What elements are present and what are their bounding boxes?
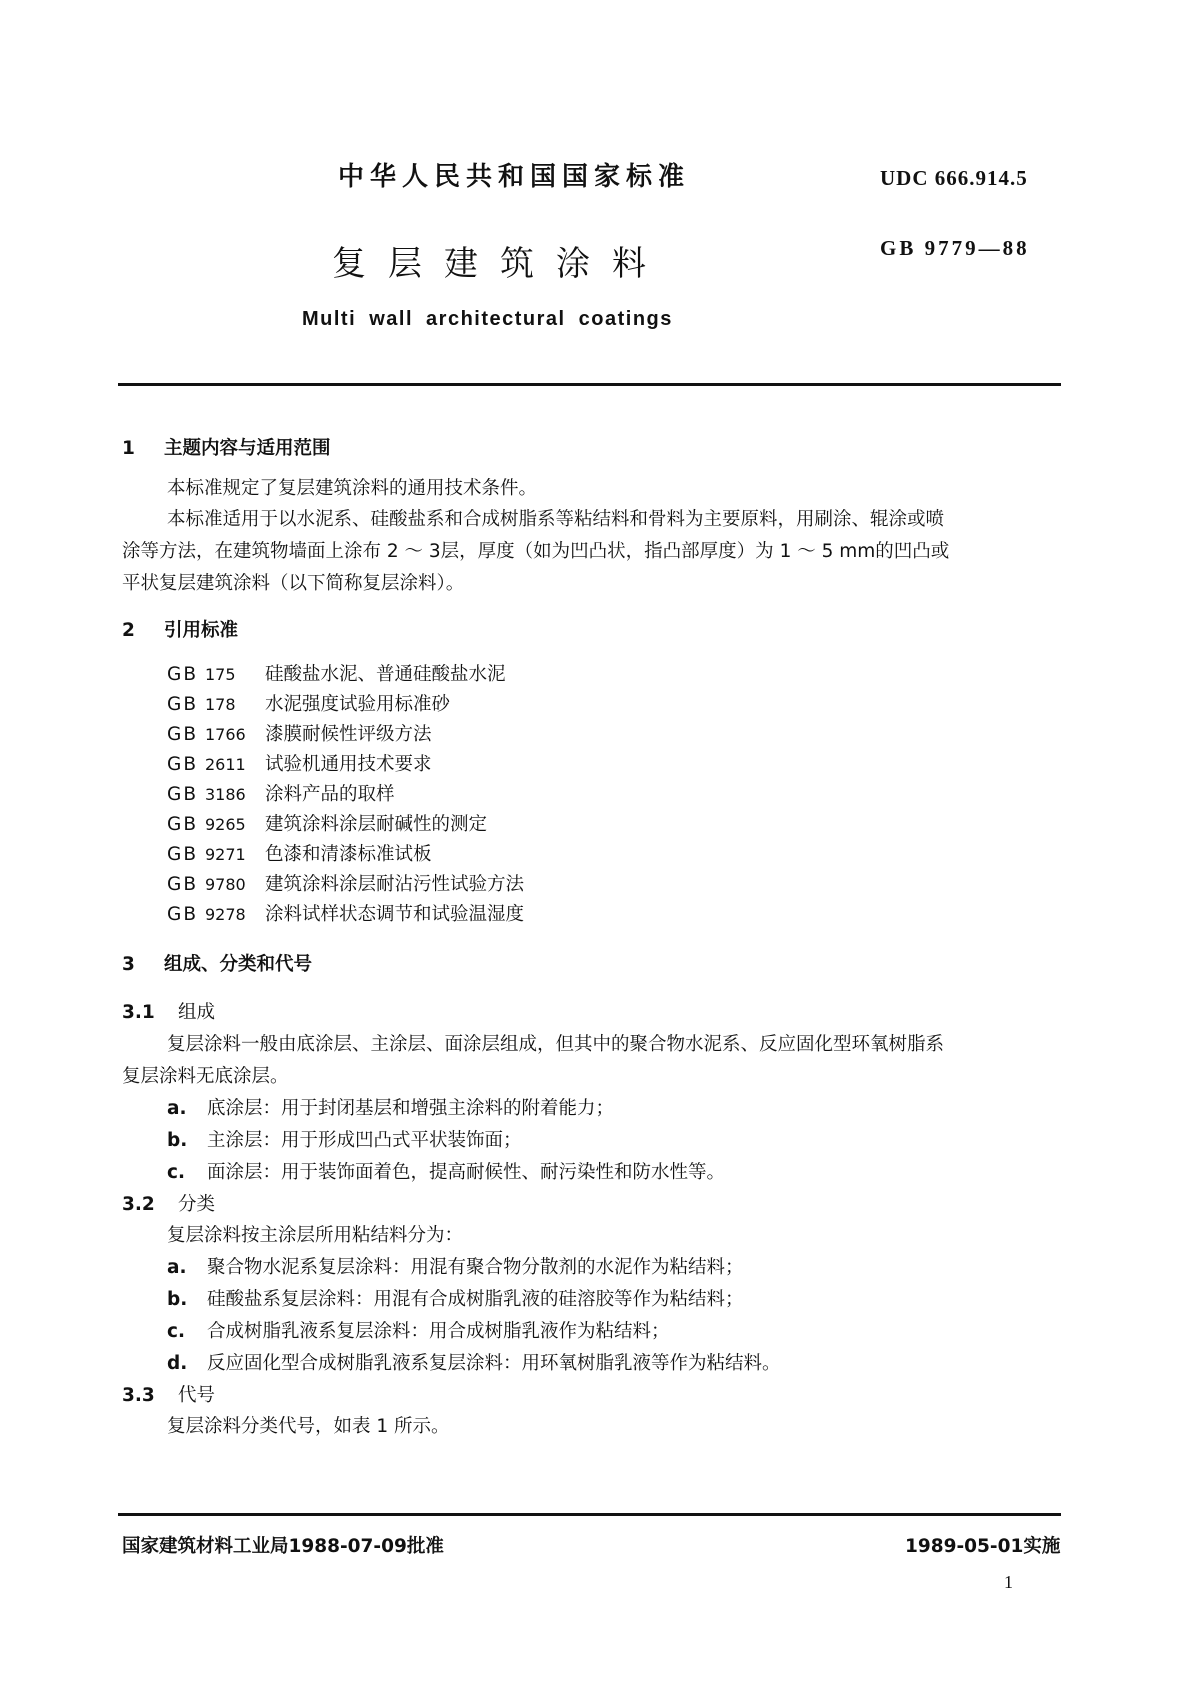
list-text: 聚合物水泥系复层涂料：用混有聚合物分散剂的水泥作为粘结料； [207,1257,744,1278]
ref-title: 涂料试样状态调节和试验温湿度 [265,904,525,925]
ref-title: 色漆和清漆标准试板 [265,844,432,865]
paragraph: 本标准规定了复层建筑涂料的通用技术条件。 [167,478,538,499]
ref-title: 漆膜耐候性评级方法 [265,724,432,745]
section-1-heading [122,434,331,460]
ref-code: 9271 [205,845,246,864]
list-text: 主涂层：用于形成凹凸式平状装饰面； [207,1130,522,1151]
list-text: 硅酸盐系复层涂料：用混有合成树脂乳液的硅溶胶等作为粘结料； [207,1289,744,1310]
ref-title: 水泥强度试验用标准砂 [265,694,451,715]
ref-code: 9278 [205,905,246,924]
paragraph: 复层涂料按主涂层所用粘结料分为： [167,1225,464,1246]
section-number: 2 [122,620,135,641]
ref-title: 建筑涂料涂层耐碱性的测定 [265,814,488,835]
ref-code: 9780 [205,875,246,894]
list-text: 反应固化型合成树脂乳液系复层涂料：用环氧树脂乳液等作为粘结料。 [207,1353,781,1374]
gb-number: GB 9779—88 [880,236,1030,260]
paragraph-line: 复层涂料一般由底涂层、主涂层、面涂层组成，但其中的聚合物水泥系、反应固化型环氧树脂系 [167,1034,945,1055]
list-marker: c. [167,1162,185,1183]
ref-code: 9265 [205,815,246,834]
reference-item [167,870,524,896]
ref-prefix: GB [167,874,199,895]
ref-prefix: GB [167,784,199,805]
standard-title: 中华人民共和国国家标准 [338,162,691,192]
section-title: 主题内容与适用范围 [164,438,331,459]
page-number: 1 [1004,1572,1013,1592]
list-marker: c. [167,1321,185,1342]
approval-line: 国家建筑材料工业局1988-07-09批准 [122,1536,444,1557]
subsection-title: 组成 [178,1002,216,1023]
udc-number: UDC 666.914.5 [880,166,1028,190]
section-3-heading [122,950,312,976]
paragraph-line: 平状复层建筑涂料（以下简称复层涂料）。 [122,573,465,594]
subsection-3-1-heading [122,998,215,1024]
list-item [167,1285,744,1311]
ref-prefix: GB [167,694,199,715]
section-number: 1 [122,438,135,459]
reference-item [167,660,506,686]
ref-code: 3186 [205,785,246,804]
subsection-number: 3.2 [122,1194,155,1215]
ref-prefix: GB [167,664,199,685]
reference-item [167,900,524,926]
list-item [167,1126,522,1152]
list-marker: a. [167,1098,187,1119]
subsection-3-2-heading [122,1190,215,1216]
list-text: 面涂层：用于装饰面着色，提高耐候性、耐污染性和防水性等。 [207,1162,726,1183]
ref-prefix: GB [167,844,199,865]
list-item [167,1094,614,1120]
ref-title: 硅酸盐水泥、普通硅酸盐水泥 [265,664,506,685]
ref-code: 2611 [205,755,246,774]
footer-divider [118,1513,1061,1516]
list-item [167,1349,781,1375]
reference-item [167,810,487,836]
section-title: 组成、分类和代号 [164,954,313,975]
paragraph-line: 本标准适用于以水泥系、硅酸盐系和合成树脂系等粘结料和骨料为主要原料，用刷涂、辊涂或喷 [167,509,945,530]
subsection-title: 代号 [178,1385,216,1406]
section-title: 引用标准 [164,620,239,641]
subsection-number: 3.1 [122,1002,155,1023]
subsection-number: 3.3 [122,1385,155,1406]
english-title: Multi wall architectural coatings [302,308,673,330]
reference-item [167,690,450,716]
ref-prefix: GB [167,904,199,925]
reference-item [167,720,432,746]
ref-code: 1766 [205,725,246,744]
document-title: 复层建筑涂料 [332,244,668,284]
section-2-heading [122,616,238,642]
list-text: 底涂层：用于封闭基层和增强主涂料的附着能力； [207,1098,615,1119]
subsection-3-3-heading [122,1381,215,1407]
paragraph: 复层涂料分类代号，如表 1 所示。 [167,1416,450,1437]
ref-code: 178 [205,695,236,714]
ref-title: 涂料产品的取样 [265,784,395,805]
list-item [167,1158,725,1184]
header-divider [118,383,1061,386]
implementation-date: 1989-05-01实施 [905,1536,1061,1557]
list-marker: b. [167,1130,188,1151]
paragraph-line: 复层涂料无底涂层。 [122,1066,289,1087]
section-number: 3 [122,954,135,975]
ref-title: 试验机通用技术要求 [265,754,432,775]
ref-prefix: GB [167,814,199,835]
list-marker: b. [167,1289,188,1310]
reference-item [167,750,432,776]
ref-code: 175 [205,665,236,684]
list-marker: a. [167,1257,187,1278]
ref-prefix: GB [167,724,199,745]
reference-item [167,840,432,866]
reference-item [167,780,395,806]
paragraph-line: 涂等方法，在建筑物墙面上涂布 2 ～ 3层，厚度（如为凹凸状，指凸部厚度）为 1 ～ 5 mm的凹凸或 [122,541,950,562]
subsection-title: 分类 [178,1194,216,1215]
list-item [167,1253,744,1279]
list-text: 合成树脂乳液系复层涂料：用合成树脂乳液作为粘结料； [207,1321,670,1342]
list-item [167,1317,670,1343]
ref-title: 建筑涂料涂层耐沾污性试验方法 [265,874,525,895]
ref-prefix: GB [167,754,199,775]
list-marker: d. [167,1353,188,1374]
